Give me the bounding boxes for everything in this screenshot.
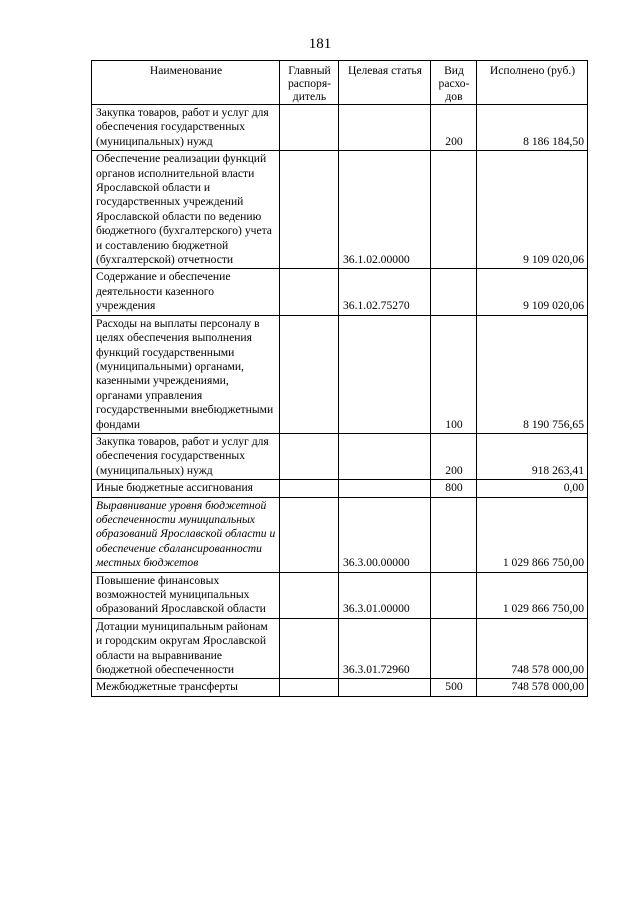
table-row xyxy=(92,315,588,433)
row-name-cell: Межбюджетные трансферты xyxy=(92,679,280,696)
row-article-cell xyxy=(339,105,431,151)
row-kind-cell: 200 xyxy=(431,105,477,151)
row-done-cell: 9 109 020,06 xyxy=(477,269,588,315)
row-article-cell: 36.1.02.75270 xyxy=(339,269,431,315)
row-admin-cell xyxy=(280,269,339,315)
row-article-cell xyxy=(339,679,431,696)
header-article: Целевая статья xyxy=(339,61,431,105)
row-kind-cell: 100 xyxy=(431,315,477,433)
row-kind-cell xyxy=(431,572,477,618)
row-name-cell: Расходы на выплаты персоналу в целях обеспечения выполнения функций государственными (муниципальными) органами, казенными учреждениями, органами управления государственными внебюджетными фондами xyxy=(92,315,280,433)
row-done-cell: 1 029 866 750,00 xyxy=(477,497,588,572)
row-kind-cell xyxy=(431,269,477,315)
row-name-cell: Выравнивание уровня бюджетной обеспеченности муниципальных образований Ярославской области и обеспечение сбалансированности местных бюджетов xyxy=(92,497,280,572)
row-article-cell: 36.3.00.00000 xyxy=(339,497,431,572)
row-kind-cell xyxy=(431,151,477,269)
row-admin-cell xyxy=(280,679,339,696)
row-article-cell: 36.3.01.00000 xyxy=(339,572,431,618)
row-name-cell: Закупка товаров, работ и услуг для обеспечения государственных (муниципальных) нужд xyxy=(92,433,280,479)
row-admin-cell xyxy=(280,572,339,618)
row-name-cell: Обеспечение реализации функций органов исполнительной власти Ярославской области и государственных учреждений Ярославской области по ведению бюджетного (бухгалтерского) учета и составлению бюджетной (бухгалтерской) отчетности xyxy=(92,151,280,269)
row-kind-cell: 500 xyxy=(431,679,477,696)
row-done-cell: 8 190 756,65 xyxy=(477,315,588,433)
row-admin-cell xyxy=(280,151,339,269)
table-row xyxy=(92,151,588,269)
header-admin: Главный распоря-дитель xyxy=(280,61,339,105)
header-done: Исполнено (руб.) xyxy=(477,61,588,105)
row-admin-cell xyxy=(280,105,339,151)
row-kind-cell xyxy=(431,497,477,572)
row-admin-cell xyxy=(280,497,339,572)
row-name-cell: Дотации муниципальным районам и городским округам Ярославской области на выравнивание бюджетной обеспеченности xyxy=(92,618,280,679)
table-row xyxy=(92,480,588,497)
row-admin-cell xyxy=(280,480,339,497)
row-done-cell: 0,00 xyxy=(477,480,588,497)
table-row xyxy=(92,105,588,151)
table-row xyxy=(92,433,588,479)
table-header-row xyxy=(92,61,588,105)
row-name-cell: Повышение финансовых возможностей муниципальных образований Ярославской области xyxy=(92,572,280,618)
row-kind-cell xyxy=(431,618,477,679)
row-name-cell: Закупка товаров, работ и услуг для обеспечения государственных (муниципальных) нужд xyxy=(92,105,280,151)
table-body xyxy=(92,105,588,697)
row-article-cell: 36.1.02.00000 xyxy=(339,151,431,269)
row-done-cell: 9 109 020,06 xyxy=(477,151,588,269)
row-article-cell: 36.3.01.72960 xyxy=(339,618,431,679)
row-done-cell: 748 578 000,00 xyxy=(477,679,588,696)
row-done-cell: 1 029 866 750,00 xyxy=(477,572,588,618)
row-admin-cell xyxy=(280,618,339,679)
row-done-cell: 8 186 184,50 xyxy=(477,105,588,151)
row-admin-cell xyxy=(280,315,339,433)
row-admin-cell xyxy=(280,433,339,479)
budget-table xyxy=(91,60,588,697)
table-row xyxy=(92,497,588,572)
header-name: Наименование xyxy=(92,61,280,105)
row-kind-cell: 800 xyxy=(431,480,477,497)
page-number: 181 xyxy=(308,36,332,52)
row-article-cell xyxy=(339,433,431,479)
row-done-cell: 748 578 000,00 xyxy=(477,618,588,679)
table-row xyxy=(92,679,588,696)
table-row xyxy=(92,618,588,679)
row-kind-cell: 200 xyxy=(431,433,477,479)
row-name-cell: Иные бюджетные ассигнования xyxy=(92,480,280,497)
table-row xyxy=(92,572,588,618)
row-article-cell xyxy=(339,480,431,497)
row-done-cell: 918 263,41 xyxy=(477,433,588,479)
row-name-cell: Содержание и обеспечение деятельности казенного учреждения xyxy=(92,269,280,315)
header-kind: Вид расхо-дов xyxy=(431,61,477,105)
row-article-cell xyxy=(339,315,431,433)
table-row xyxy=(92,269,588,315)
